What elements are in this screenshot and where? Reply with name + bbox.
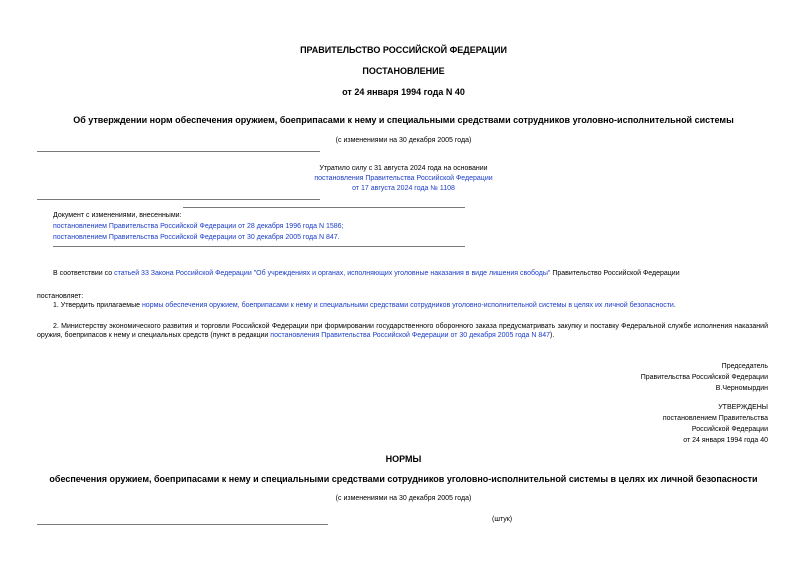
separator-line — [37, 151, 320, 152]
item-1 — [53, 301, 768, 310]
changes-note: (с изменениями на 30 декабря 2005 года) — [335, 137, 472, 144]
approved-line-4: от 24 января 1994 года 40 — [683, 437, 768, 444]
doc-title: Об утверждении норм обеспечения оружием, боеприпасами к нему и специальными средствами сотрудников уголовно-исполнительной системы — [73, 115, 734, 125]
approved-heading: УТВЕРЖДЕНЫ — [718, 404, 768, 411]
preamble-text: В соответствии со — [53, 270, 115, 277]
doc-type-heading: ПОСТАНОВЛЕНИЕ — [362, 66, 445, 76]
norms-subtitle: обеспечения оружием, боеприпасами к нему и специальными средствами сотрудников уголовно-исполнительной системы в целях их личной безопасности — [49, 474, 758, 484]
item-1-text: . — [673, 302, 676, 309]
lapsed-link-1[interactable]: постановления Правительства Российской Федерации — [314, 175, 493, 182]
item-2-text: ). — [550, 332, 555, 339]
decree-word: постановляет: — [37, 293, 84, 300]
signature-name: В.Черномырдин — [715, 385, 768, 392]
norms-link[interactable]: нормы обеспечения оружием, боеприпасами к нему и специальными средствами сотрудников уголовно-исполнительной системы в целях их личной безопасности — [141, 302, 674, 309]
separator-line — [37, 199, 320, 200]
amendment-2005-link[interactable]: постановления Правительства Российской Федерации от 30 декабря 2005 года N 847 — [270, 332, 551, 339]
norms-changes-note: (с изменениями на 30 декабря 2005 года) — [335, 495, 472, 502]
item-2 — [37, 322, 768, 340]
signature-title: Председатель — [721, 363, 768, 370]
doc-date-number: от 24 января 1994 года N 40 — [342, 87, 465, 97]
norms-heading: НОРМЫ — [385, 454, 422, 464]
law-article-link[interactable]: статьей 33 Закона Российской Федерации "Об учреждениях и органах, исполняющих уголовные наказания в виде лишения свободы" — [114, 270, 551, 277]
lapsed-link-2[interactable]: от 17 августа 2024 года № 1108 — [352, 185, 455, 192]
separator-line — [53, 246, 465, 247]
lapsed-notice: Утратило силу с 31 августа 2024 года на основании — [319, 165, 488, 172]
amendments-intro: Документ с изменениями, внесенными: — [53, 212, 182, 219]
separator-line — [183, 207, 465, 208]
unit-label: (штук) — [492, 516, 513, 523]
amendment-link-2[interactable]: постановлением Правительства Российской Федерации от 30 декабря 2005 года N 847. — [53, 234, 340, 241]
government-heading: ПРАВИТЕЛЬСТВО РОССИЙСКОЙ ФЕДЕРАЦИИ — [300, 45, 507, 55]
separator-line — [37, 524, 328, 525]
item-1-text: 1. Утвердить прилагаемые — [53, 302, 142, 309]
approved-line-2: постановлением Правительства — [662, 415, 768, 422]
item-2-text: 2. Министерству экономического развития и торговли Российской Федерации при формировании государственного оборонного заказа предусматривать закупку и поставку Федеральной службе исполнения наказаний оружия, боеприпасов к нему и специальных средств (пункт в редакции — [37, 323, 768, 339]
signature-org: Правительства Российской Федерации — [640, 374, 768, 381]
preamble — [53, 269, 768, 278]
approved-line-3: Российской Федерации — [691, 426, 768, 433]
preamble-text: Правительство Российской Федерации — [550, 270, 680, 277]
amendment-link-1[interactable]: постановлением Правительства Российской Федерации от 28 декабря 1996 года N 1586; — [53, 223, 344, 230]
